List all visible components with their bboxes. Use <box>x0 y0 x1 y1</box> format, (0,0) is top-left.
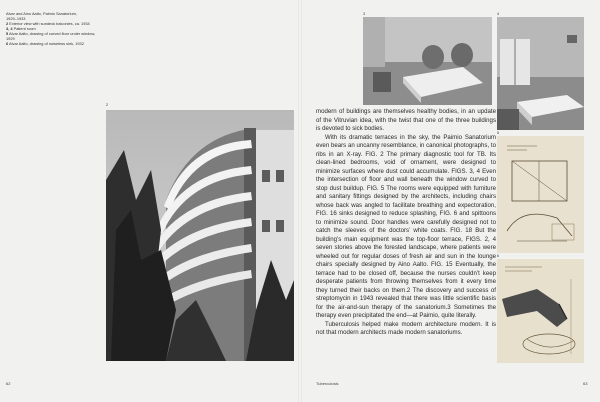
caption-number: 2 <box>6 21 9 26</box>
caption-text: Exterior view with sundeck balconies, ca. 1934 <box>9 21 90 26</box>
right-page-number: 63 <box>583 381 588 386</box>
caption-title-line1: Alvar and Aino Aalto, Paimio Sanatorium, <box>6 11 77 16</box>
body-text <box>316 108 496 338</box>
figure-number: 5 <box>497 131 499 135</box>
caption-number: 6 <box>6 41 9 46</box>
figure-number: 3 <box>363 12 365 16</box>
noiseless-sink-drawing <box>497 259 584 363</box>
body-paragraph: Tuberculosis helped make modern architecture modern. It is not that modern architects made modern sanatoriums. <box>316 320 496 336</box>
patient-room-window-photo <box>497 17 584 130</box>
left-page-number: 62 <box>6 381 11 386</box>
caption-text: Patient room <box>13 26 36 31</box>
caption-item <box>6 31 98 41</box>
curved-floor-drawing <box>497 136 584 253</box>
book-gutter <box>298 0 302 402</box>
caption-text: Alvar Aalto, drawing of noiseless sink, 1932 <box>9 41 84 46</box>
caption-block <box>6 11 98 46</box>
figure-number: 2 <box>106 103 108 107</box>
caption-title-line2: 1929–1933 <box>6 16 26 21</box>
caption-number: 3, 4 <box>6 26 13 31</box>
patient-room-photo <box>363 17 492 105</box>
figure-number: 6 <box>497 254 499 258</box>
caption-number: 5 <box>6 31 9 36</box>
caption-item <box>6 41 98 46</box>
sanatorium-exterior-photo <box>106 110 294 361</box>
running-footer-section: Tuberculosis <box>316 381 339 386</box>
figure-number: 4 <box>497 12 499 16</box>
body-paragraph: With its dramatic terraces in the sky, the Paimio Sanatorium even bears an uncanny resemblance, in canonical photographs, to ribs in an X-ray. FIG. 2 The primary diagnostic tool for TB. Its clean-lined bedrooms, void of ornament, were designed to minimize surfaces where dust could accumulate. FIGS. 3, 4 Even the intersection of floor and wall beneath the window curved to stop dust buildup. FIG. 5 The rooms were equipped with furniture and sanitary fittings designed by the architects, including chairs whose back was angled to facilitate breathing and expectoration, FIG. 16 sinks designed to reduce splashing, FIG. 6 and spittoons to minimize sound. Door handles were carefully designed not to catch the sleeves of the doctors’ white coats. FIG. 18 But the building’s main equipment was the top-floor terrace, FIGS. 2, 4 seven stories above the forested landscape, where patients were wheeled out for regular doses of fresh air and sun in the lounge chairs specially designed by Aino Aalto. FIG. 15 Eventually, the terrace had to be closed off, because the nurses couldn’t keep desperate patients from throwing themselves from it every time they turned their backs on them.2 The discovery and success of streptomycin in 1943 revealed that there was little scientific basis for the air-and-sun therapy of the sanatorium.3 Sometimes the therapy even precipitated the end—at Paimio, quite literally. <box>316 133 496 319</box>
caption-text: Alvar Aalto, drawing of curved floor under window, 1929 <box>6 31 96 41</box>
body-paragraph: modern of buildings are themselves healthy bodies, in an update of the Vitruvian idea, with the twist that one of the three buildings is devoted to sick bodies. <box>316 108 496 132</box>
